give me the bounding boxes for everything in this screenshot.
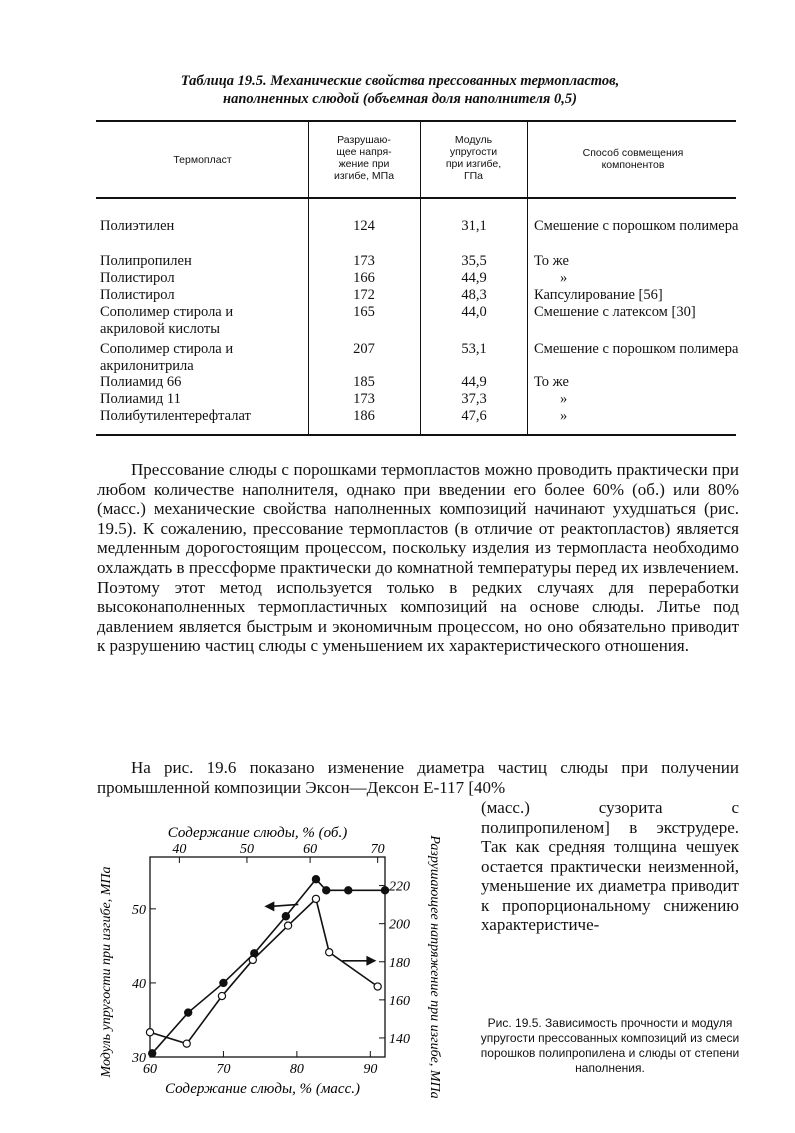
table-cell-stress: 207 [353, 341, 375, 357]
x-tick-label-bottom: 70 [216, 1062, 231, 1077]
table-cell-polymer: Полибутилентерефталат [100, 408, 251, 424]
table-vrule-2 [420, 121, 421, 434]
table-caption [80, 72, 720, 108]
table-bottom-rule [96, 434, 736, 436]
table-header-modulus: Модуль упругости при изгибе, ГПа [445, 134, 502, 182]
x-tick-label-bottom: 60 [143, 1062, 157, 1077]
paragraph-text: (масс.) сузорита с полипропиленом] в экструдере. Так как средняя толщина чешуек остается практически неизменной, уменьшение их диаметра приводит к пропорциональному снижению характеристиче- [481, 798, 739, 934]
x-tick-label-bottom: 80 [289, 1062, 304, 1077]
table-cell-method: Смешение с порошком полимера [534, 341, 739, 357]
body-paragraph-1 [97, 460, 739, 656]
table-cell-method: Смешение с латексом [30] [534, 304, 696, 320]
table-cell-stress: 173 [353, 253, 375, 269]
table-caption-line-2: наполненных слюдой (объемная доля наполнителя 0,5) [223, 91, 577, 107]
table-cell-modulus: 48,3 [461, 287, 487, 303]
table-cell-polymer: Полиэтилен [100, 218, 175, 234]
x-axis-title-bottom: Содержание слюды, % (масс.) [165, 1081, 360, 1097]
y-axis-title-right: Разрушающее напряжение при изгибе, МПа [427, 835, 442, 1099]
figure-chart [0, 790, 470, 1120]
body-paragraph-2-continued [481, 798, 739, 935]
data-point-open [312, 895, 319, 902]
x-tick-label-top: 60 [303, 842, 318, 857]
data-point-filled [220, 979, 227, 986]
table-cell-method: Капсулирование [56] [534, 287, 663, 303]
table-cell-polymer: Полистирол [100, 270, 175, 286]
paragraph-text: Прессование слюды с порошками термопластов можно проводить практически при любом количестве наполнителя, однако при введении его более 60% (об.) или 80% (масс.) механические свойства наполненных композиций начинают ухудшаться (рис. 19.5). К сожалению, прессование термопластов (в отличие от реактопластов) является медленным дорогостоящим процессом, поскольку изделия из термопласта необходимо охлаждать в прессформе практически до комнатной температуры перед их извлечением. Поэтому этот метод используется только в редких случаях для переработки высоконаполненных термопластичных композиций на основе слюды. Литье под давлением является быстрым и экономичным процессом, но оно обязательно приводит к разрушению частиц слюды с уменьшением их характеристического отношения. [97, 460, 739, 656]
data-point-filled [323, 887, 330, 894]
figure-caption: Рис. 19.5. Зависимость прочности и модуля упругости прессованных композиций из смеси порошков полипропилена и слюды от степени наполнения. [480, 1016, 740, 1075]
y-tick-label-right: 180 [389, 955, 410, 971]
table-cell-polymer: Полиамид 66 [100, 374, 182, 390]
table-vrule-3 [527, 121, 528, 434]
table-cell-polymer: Полиамид 11 [100, 391, 181, 407]
table-cell-method: » [560, 391, 568, 407]
x-tick-label-top: 50 [239, 842, 254, 857]
table-cell-modulus: 37,3 [461, 391, 487, 407]
y-tick-label-right: 140 [389, 1031, 410, 1047]
data-point-open [249, 956, 256, 963]
table-cell-modulus: 35,5 [461, 253, 487, 269]
table-cell-stress: 186 [353, 408, 375, 424]
y-tick-label-right: 200 [389, 917, 410, 933]
x-tick-label-top: 70 [370, 842, 385, 857]
x-tick-label-bottom: 90 [363, 1062, 378, 1077]
table-cell-stress: 166 [353, 270, 375, 286]
table-cell-stress: 124 [353, 218, 375, 234]
table-top-rule [96, 120, 736, 122]
y-axis-title-left: Модуль упругости при изгибе, МПа [99, 866, 114, 1078]
table-caption-line-1: Таблица 19.5. Механические свойства прессованных термопластов, [180, 73, 620, 89]
data-point-open [183, 1040, 190, 1047]
y-tick-label-left: 30 [132, 1051, 146, 1066]
arrow-left-head [264, 901, 274, 911]
data-point-open [284, 922, 291, 929]
table-cell-method: Смешение с порошком полимера [534, 218, 739, 234]
data-point-filled [345, 887, 352, 894]
table-cell-method: То же [534, 374, 569, 390]
y-tick-label-left: 40 [132, 976, 146, 992]
table-cell-stress: 165 [353, 304, 375, 320]
data-point-open [374, 983, 381, 990]
y-tick-label-right: 160 [389, 993, 410, 1009]
table-header-rule [96, 197, 736, 199]
data-point-open [146, 1029, 153, 1036]
y-tick-label-right: 220 [389, 879, 410, 895]
table-cell-modulus: 47,6 [461, 408, 487, 424]
table-vrule-1 [308, 121, 309, 434]
table-cell-polymer: Полипропилен [100, 253, 192, 269]
table-cell-method: » [560, 408, 568, 424]
table-cell-method: » [560, 270, 568, 286]
x-tick-label-top: 40 [172, 842, 187, 857]
table-cell-polymer: Сополимер стирола и акриловой кислоты [100, 304, 234, 337]
data-point-open [218, 992, 225, 999]
paragraph-text: На рис. 19.6 показано изменение диаметра частиц слюды при получении промышленной композиции Эксон—Дексон Е-117 [40% [97, 758, 739, 797]
data-point-open [326, 949, 333, 956]
table-header-method: Способ совмещения компонентов [582, 147, 684, 171]
table-cell-modulus: 53,1 [461, 341, 487, 357]
table-cell-polymer: Сополимер стирола и акрилонитрила [100, 341, 234, 374]
data-point-filled [185, 1009, 192, 1016]
table-cell-stress: 172 [353, 287, 375, 303]
table-header-stress: Разрушаю- щее напря- жение при изгибе, МПа [333, 134, 395, 182]
table-cell-polymer: Полистирол [100, 287, 175, 303]
data-point-filled [312, 876, 319, 883]
data-point-filled [282, 913, 289, 920]
series-line-2 [150, 899, 378, 1044]
data-point-filled [149, 1050, 156, 1057]
table-cell-modulus: 44,9 [461, 270, 487, 286]
table-cell-stress: 173 [353, 391, 375, 407]
table-header-polymer: Термопласт [173, 154, 232, 166]
arrow-right-head [366, 956, 376, 966]
table-cell-stress: 185 [353, 374, 375, 390]
table-cell-modulus: 44,9 [461, 374, 487, 390]
table-cell-modulus: 44,0 [461, 304, 487, 320]
data-point-filled [381, 887, 388, 894]
table-cell-modulus: 31,1 [461, 218, 487, 234]
y-tick-label-left: 50 [132, 902, 146, 918]
x-axis-title-top: Содержание слюды, % (об.) [167, 825, 348, 841]
table-cell-method: То же [534, 253, 569, 269]
